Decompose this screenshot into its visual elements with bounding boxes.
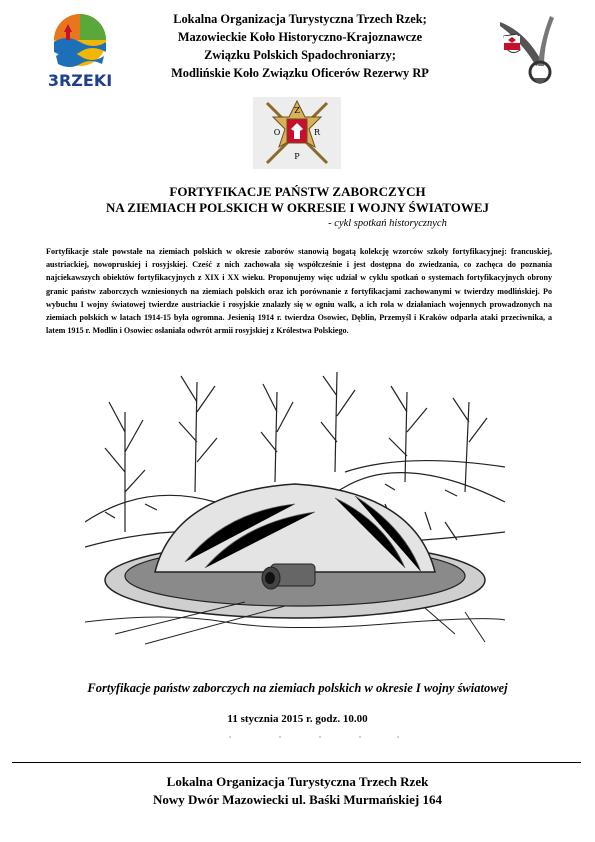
footer-line-1: Lokalna Organizacja Turystyczna Trzech Rzek (166, 774, 429, 789)
header-line: Mazowieckie Koło Historyczno-Krajoznawcze (177, 30, 423, 44)
event-title (40, 184, 555, 216)
emblem-letter: O (273, 128, 281, 137)
armoured-turret-illustration (85, 372, 505, 662)
event-subtitle: - cykl spotkań historycznych (328, 218, 447, 229)
illustration-caption: Fortyfikacje państw zaborczych na ziemiach polskich w okresie I wojny światowej (87, 681, 508, 695)
title-line-1: FORTYFIKACJE PAŃSTW ZABORCZYCH (169, 184, 426, 199)
emblem-letter: Z (294, 106, 300, 115)
header-line: Modlińskie Koło Związku Oficerów Rezerwy RP (171, 66, 429, 80)
zor-rp-emblem-icon (253, 97, 341, 169)
header-line: Związku Polskich Spadochroniarzy; (204, 48, 396, 62)
footer-address (60, 773, 535, 809)
organizers-header (130, 10, 470, 82)
logo-text: 3RZEKI (47, 71, 113, 90)
emblem-letter: P (294, 152, 300, 161)
title-line-2: NA ZIEMIACH POLSKICH W OKRESIE I WOJNY ŚWIATOWEJ (106, 200, 489, 215)
description-paragraph: Fortyfikacje stałe powstałe na ziemiach polskich w okresie zaborów stanowią bogatą kolekcję wzorców szkoły fortyfikacyjnej: francuskiej, austriackiej, nowopruskiej i rosyjskiej. Cześć z nich zachowała się współcześnie i jest dostępna do zwiedzania, co zachęca do poznania najciekawszych obiektów fortyfikacyjnych z XIX i XX wieku. Proponujemy więc udział w cyklu spotkań o systemach fortyfikacyjnych obrony granic państw zaborczych wzniesionych na ziemiach polskich oraz ich porównanie z fortyfikacjami zachowanymi w twierdzy modlińskiej. Po wybuchu I wojny światowej twierdze austriackie i rosyjskie znalazły się w ogniu walk, a ich rola w działaniach wojennych prowadzonych na ziemiach polskich w latach 1914-15 była ogromna. Jesienią 1914 r. twierdza Osowiec, Dęblin, Przemyśl i Kraków odparła ataki przeciwnika, a latem 1915 r. Modlin i Osowiec osłaniała odwrót armii rosyjskiej z Królestwa Polskiego. (46, 247, 552, 336)
paratrooper-badge-icon (496, 12, 558, 92)
print-specks (210, 734, 410, 740)
footer-divider (12, 762, 581, 763)
emblem-letter: R (313, 128, 321, 137)
footer-line-2: Nowy Dwór Mazowiecki ul. Baśki Murmańskiej 164 (152, 792, 442, 807)
header-line: Lokalna Organizacja Turystyczna Trzech Rzek; (173, 12, 427, 26)
trzy-rzeki-logo (36, 12, 124, 92)
event-date: 11 stycznia 2015 r. godz. 10.00 (227, 713, 368, 725)
